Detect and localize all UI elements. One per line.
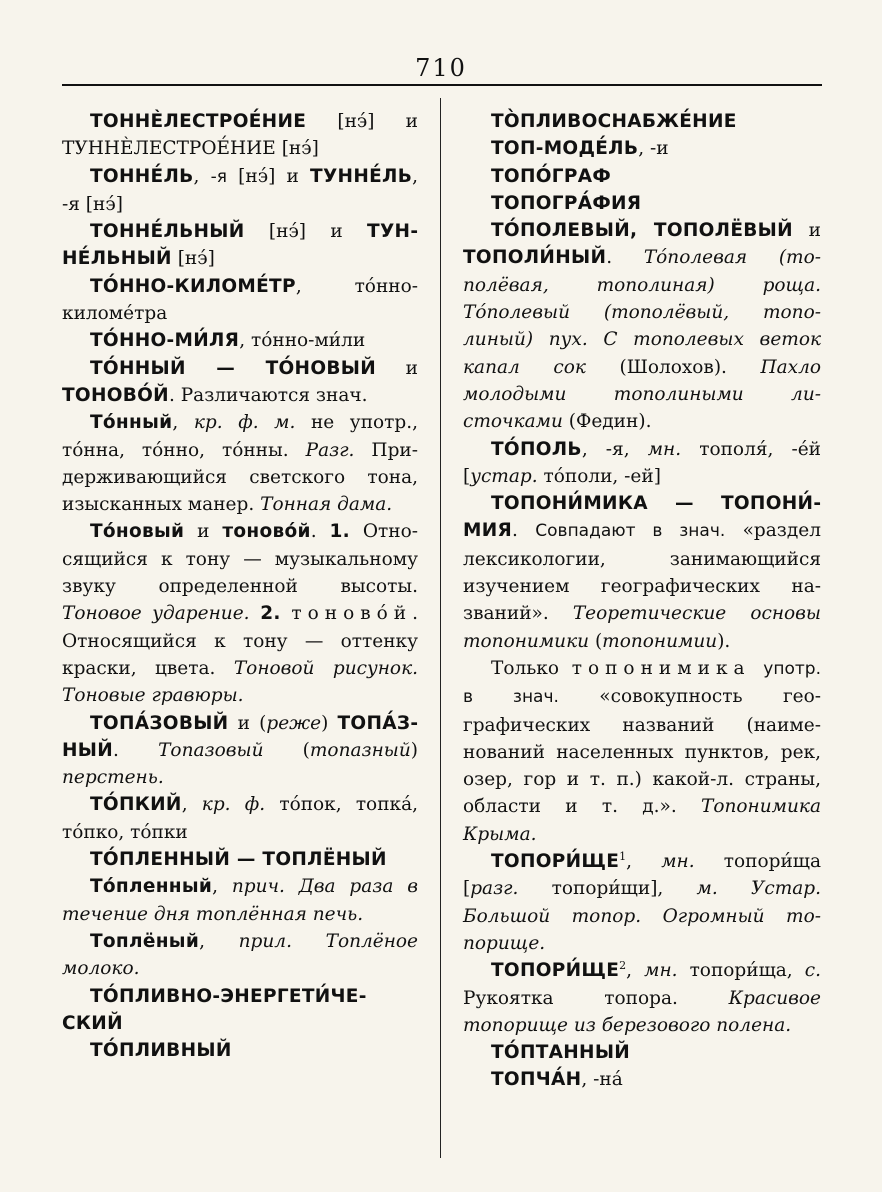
entry-example: Тоновой рисунок. Тоновые гравюры. — [62, 657, 418, 707]
entry-text: [нэ́] и ТУННЀЛЕСТРОЕ́НИЕ [нэ́] — [62, 111, 418, 160]
entry-text: , -я [нэ́] — [62, 165, 418, 215]
entry-headword: 2. — [260, 603, 281, 625]
entry-example: Разг. — [305, 439, 355, 461]
entry-text: , то́нно-ми́ли — [239, 330, 366, 352]
dictionary-entry — [463, 848, 821, 957]
entry-text: и — [376, 357, 419, 379]
dictionary-entry — [62, 355, 418, 410]
entry-text: топонимика — [571, 657, 751, 679]
entry-text: , — [193, 165, 211, 187]
entry-headword: ТУННЕ́ЛЬНЫЙ — [62, 221, 418, 270]
entry-example: с. — [804, 960, 821, 982]
dictionary-entry — [463, 436, 821, 491]
entry-text: . — [113, 739, 159, 761]
entry-headword: ТО́ПЛИВНЫЙ — [90, 1040, 232, 1062]
entry-headword: ТОПЧА́Н — [491, 1069, 582, 1091]
entry-text: . — [606, 247, 644, 269]
header-rule — [62, 84, 822, 86]
entry-example: перстень. — [62, 767, 164, 789]
dictionary-entry — [463, 163, 821, 190]
entry-text: ). — [717, 630, 731, 652]
dictionary-entry — [62, 273, 418, 328]
entry-example: разг. — [470, 878, 519, 900]
entry-example: кр. ф. м. — [193, 412, 296, 434]
entry-text: и — [792, 220, 821, 242]
entry-headword: ТОПО́ГРАФ — [491, 165, 611, 187]
dictionary-entry — [463, 190, 821, 217]
homonym-index: 2 — [619, 959, 627, 973]
dictionary-entry — [463, 217, 821, 435]
entry-headword: ТО́ПТАННЫЙ — [491, 1042, 631, 1064]
entry-headword: ТО́ПЛИВНО-ЭНЕРГЕТИ́ЧЕСКИЙ — [62, 985, 367, 1034]
entry-text: ) — [410, 739, 418, 761]
page-number: 710 — [415, 54, 467, 82]
entry-text: , — [626, 960, 645, 982]
entry-text: . — [512, 520, 536, 542]
left-column — [62, 108, 418, 1064]
entry-headword: 1. — [329, 521, 351, 543]
entry-example: Топазовый — [158, 739, 264, 761]
entry-example: м. Устар. Большой топор. Огромный топорище. — [463, 878, 822, 954]
entry-text: , то́нно-киломе́тра — [62, 275, 418, 325]
entry-headword: ТО́ННЫЙ — ТО́НОВЫЙ — [90, 357, 377, 379]
dictionary-entry — [62, 928, 418, 983]
entry-text: , -я, — [581, 438, 648, 460]
entry-example: мн. — [644, 960, 678, 982]
entry-text: и ( — [228, 712, 267, 734]
dictionary-entry — [463, 1039, 821, 1066]
dictionary-entry — [62, 327, 418, 354]
entry-example: Топонимика Крыма. — [463, 796, 821, 845]
entry-example: мн. — [661, 851, 695, 873]
entry-text: Совпадают в знач. — [535, 521, 726, 542]
entry-headword: ТОП-МОДЕ́ЛЬ — [491, 138, 639, 160]
dictionary-entry — [62, 983, 418, 1038]
dictionary-entry — [463, 135, 821, 162]
entry-text: топори́ща, — [677, 960, 805, 982]
entry-text: то́поли, -ей] — [537, 465, 661, 487]
entry-example: То́полевая (тополёвая, тополиная) роща. То́полевый (тополёвый, тополиный) пух. С тополевых веток капал сок — [463, 247, 821, 378]
dictionary-entry — [62, 791, 418, 846]
entry-headword: тоново́й — [222, 521, 311, 543]
entry-headword: ТОПОНИ́МИКА — ТОПОНИ́МИЯ — [463, 493, 821, 542]
entry-text: -я — [210, 166, 227, 187]
dictionary-entry — [62, 710, 418, 792]
entry-text: ( — [589, 630, 603, 652]
dictionary-entry — [463, 957, 821, 1039]
dictionary-entry — [62, 108, 418, 163]
entry-headword: ТО́ПОЛЬ — [491, 438, 582, 460]
entry-text: «совокупность географических названий (наименований населенных пунктов, рек, озер, гор и т. п.) какой-л. страны, области и т. д.». — [463, 686, 821, 818]
entry-headword: ТОНОВО́Й — [62, 384, 169, 406]
dictionary-entry — [463, 655, 821, 848]
entry-headword: ТОННЕ́ЛЬНЫЙ — [90, 221, 245, 243]
dictionary-entry — [463, 108, 821, 135]
entry-headword: ТОННЕ́ЛЬ — [90, 165, 194, 187]
dictionary-entry — [463, 1066, 821, 1093]
entry-text: Только — [491, 657, 572, 679]
entry-headword: ТОННЀЛЕСТРОЕ́НИЕ — [90, 111, 307, 132]
entry-example: прич. Два раза в течение дня топлённая печь. — [62, 876, 418, 925]
entry-headword: То́новый — [90, 521, 185, 543]
dictionary-entry — [62, 163, 418, 219]
entry-example: Тонная дама. — [260, 494, 393, 516]
entry-headword: ТО́ПЛЕННЫЙ — ТОПЛЁНЫЙ — [90, 849, 387, 871]
entry-text: ( — [263, 739, 310, 761]
entry-text: . Различаются знач. — [168, 384, 368, 406]
entry-example: мн. — [647, 438, 682, 460]
column-divider — [440, 98, 441, 1158]
entry-text: (Федин). — [562, 411, 652, 433]
right-column — [463, 108, 821, 1094]
entry-headword: ТОПОРИ́ЩЕ — [491, 851, 620, 873]
entry-example: Красивое топорище из березового полена. — [463, 987, 821, 1036]
entry-text: , -на́ — [581, 1069, 623, 1091]
entry-example: прил. Топлёное молоко. — [62, 930, 418, 980]
entry-headword: ТО̀ПЛИВОСНАБЖЕ́НИЕ — [491, 111, 737, 132]
entry-headword: ТО́ПОЛЕВЫЙ, ТОПОЛЁВЫЙ — [491, 220, 793, 242]
entry-headword: ТОПОЛИ́НЫЙ — [463, 247, 607, 269]
entry-headword: ТО́ННО-КИЛОМЕ́ТР — [90, 275, 296, 297]
entry-headword: ТОПОРИ́ЩЕ — [491, 960, 620, 982]
entry-text: . Относящийся к тону — оттенку краски, цвета. — [62, 603, 419, 679]
entry-example: Пахло молодыми тополиными листочками — [463, 356, 822, 433]
entry-text — [281, 603, 292, 624]
entry-text: Относящийся к тону — музыкальному звуку определенной высоты. — [62, 521, 418, 598]
dictionary-entry — [463, 490, 821, 655]
entry-text: , — [172, 412, 194, 434]
entry-example: топазный — [309, 739, 411, 761]
entry-text: , — [212, 876, 232, 898]
entry-headword: ТО́ННО-МИ́ЛЯ — [90, 330, 240, 352]
entry-text: то́пок, топка́, то́пко, то́пки — [62, 794, 418, 843]
entry-text — [250, 603, 261, 624]
entry-text — [751, 658, 764, 679]
dictionary-entry — [62, 218, 418, 273]
entry-headword: ТО́ПКИЙ — [90, 794, 182, 816]
entry-text: и — [184, 521, 223, 543]
entry-example: реже — [266, 712, 322, 734]
entry-text: , -и — [638, 138, 669, 160]
dictionary-entry — [62, 1037, 418, 1064]
entry-text: топори́щи], — [518, 878, 697, 900]
entry-example: кр. ф. — [201, 794, 266, 816]
homonym-index: 1 — [619, 849, 627, 863]
dictionary-entry — [62, 873, 418, 928]
entry-example: устар. — [470, 465, 538, 487]
entry-example: Тоновое ударение. — [62, 603, 250, 625]
entry-text: топори́ща [ — [463, 851, 821, 900]
entry-text: ) — [321, 712, 338, 734]
entry-text: Рукоятка топора. — [463, 987, 729, 1009]
entry-text: тоново́й — [291, 603, 413, 625]
entry-headword: То́пленный — [90, 876, 213, 898]
dictionary-entry — [62, 518, 418, 709]
entry-text: [нэ́] и — [226, 165, 311, 187]
entry-headword: ТОПА́ЗОВЫЙ — [90, 712, 229, 734]
entry-headword: ТОПА́ЗНЫЙ — [62, 712, 418, 761]
entry-example: топонимии — [602, 630, 718, 652]
entry-headword: ТУННЕ́ЛЬ — [310, 165, 413, 187]
entry-text: (Шолохов). — [585, 356, 761, 378]
dictionary-entry — [62, 409, 418, 518]
entry-text: не употр., то́нна, то́нно, то́нны. — [62, 412, 419, 461]
entry-text: «раздел лексикологии, занимающийся изучением географических названий». — [463, 520, 821, 625]
entry-headword: Топлёный — [90, 930, 200, 952]
entry-text: употр. в знач. — [463, 658, 821, 708]
entry-headword: То́нный — [90, 412, 173, 434]
entry-text: Придерживающийся светского тона, изысканных манер. — [62, 439, 419, 516]
entry-text: , — [181, 794, 202, 816]
entry-headword: ТОПОГРА́ФИЯ — [491, 192, 642, 214]
entry-text: , — [626, 851, 662, 873]
entry-example: Теоретические основы топонимики — [463, 603, 821, 652]
entry-text: тополя́, -е́й [ — [463, 438, 821, 487]
entry-text: [нэ́] — [171, 248, 215, 270]
entry-text: , — [199, 930, 239, 952]
dictionary-entry — [62, 846, 418, 873]
entry-text: [нэ́] и — [244, 221, 368, 243]
entry-text: . — [310, 521, 330, 543]
